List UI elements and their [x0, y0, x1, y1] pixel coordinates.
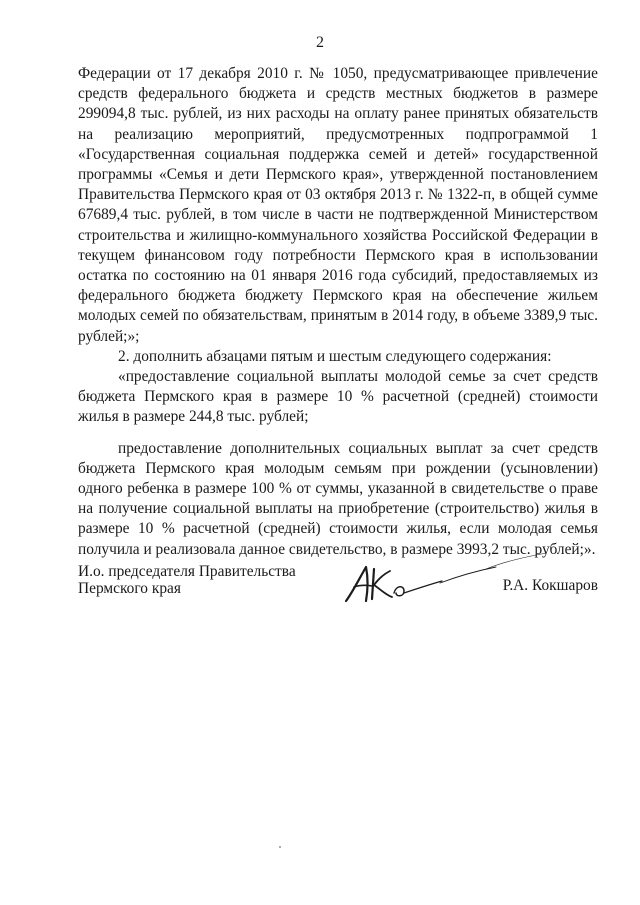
paragraph-additional-payments: предоставление дополнительных социальных выплат за счет средств бюджета Пермского края молодым семьям при рождении (усыновлении) одного ребенка в размере 100 % от суммы, указанной в свидетельстве о праве на получение социальной выплаты на приобретение (строительство) жилья в размере 10 % расчетной (средней) стоимости жилья, если молодая семья получила и реализовала данное свидетельство, в размере 3993,2 тыс. рублей;». — [78, 439, 598, 558]
page-number: 2 — [316, 34, 324, 51]
paragraph-amendment-item: 2. дополнить абзацами пятым и шестым следующего содержания: — [118, 347, 552, 365]
paragraph-continuation: Федерации от 17 декабря 2010 г. № 1050, предусматривающее привлечение средств федерального бюджета и средств местных бюджетов в размере 299094,8 тыс. рублей, из них расходы на оплату ранее принятых обязательств на реализацию мероприятий, предусмотренных подпрограммой 1 «Государственная социальная поддержка семей и детей» государственной программы «Семья и дети Пермского края», утвержденной постановлением Правительства Пермского края от 03 октября 2013 г. № 1322-п, в общей сумме 67689,4 тыс. рублей, в том числе в части не подтвержденной Министерством строительства и жилищно-коммунального хозяйства Российской Федерации в текущем финансовом году потребности Пермского края в использовании остатка по состоянию на 01 января 2016 года субсидий, предоставляемых из федерального бюджета бюджету Пермского края на обеспечение жильем молодых семей по обязательствам, принятым в 2014 году, в объеме 3389,9 тыс. рублей;»; — [78, 65, 598, 345]
document-body — [78, 64, 598, 560]
scan-artifact — [279, 846, 281, 848]
signer-title-line-1: И.о. председателя Правительства — [78, 563, 296, 580]
signer-title — [78, 563, 296, 597]
signer-title-line-2: Пермского края — [78, 580, 181, 597]
paragraph-social-payment: «предоставление социальной выплаты молодой семье за счет средств бюджета Пермского края в размере 10 % расчетной (средней) стоимости жилья в размере 244,8 тыс. рублей; — [78, 368, 598, 426]
signer-name: Р.А. Кокшаров — [502, 577, 598, 594]
signature-block — [78, 563, 598, 623]
